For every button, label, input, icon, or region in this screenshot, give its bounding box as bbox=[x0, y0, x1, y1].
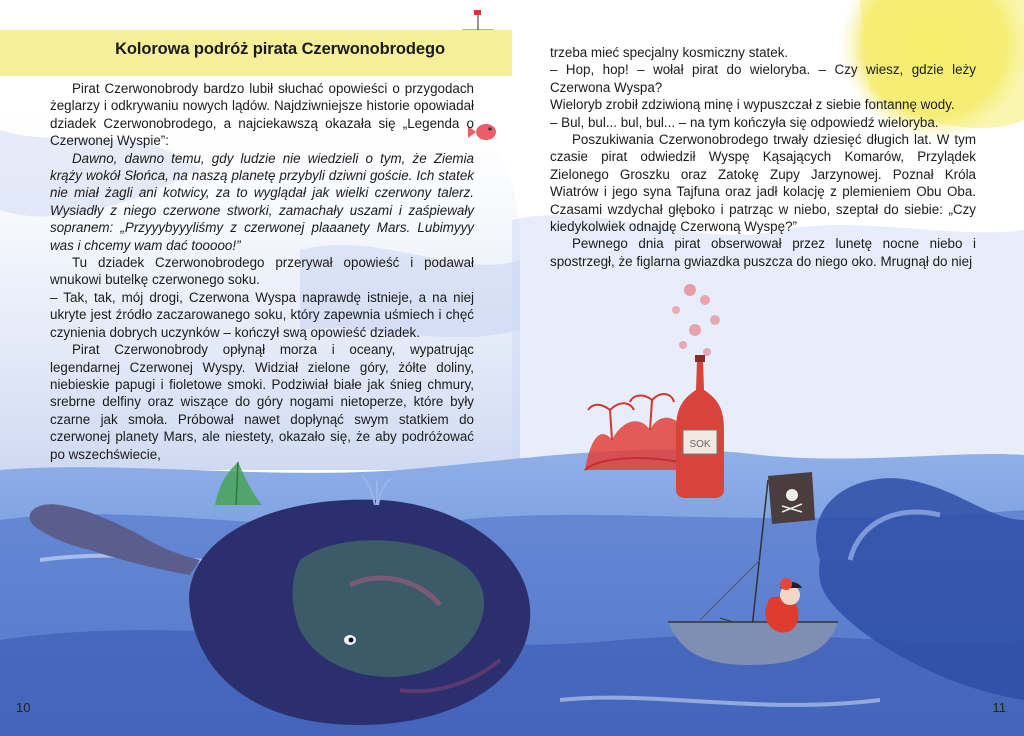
paragraph-legend: Dawno, dawno temu, gdy ludzie nie wiedzieli o tym, że Ziemia krąży wokół Słońca, na naszą planetę przybyli dziwni goście. Ich statek nie miał żagli ani kotwicy, za to wyglądał jak wielki czerwony talerz. Wysiadły z niego czerwone stworki, zamachały uszami i zaśpiewały sopranem: „Przyyybyyyliśmy z czerwonej plaaanety Mars. Lubimyyy was i chcemy wam dać tooooo!” bbox=[50, 150, 474, 253]
paragraph: Pewnego dnia pirat obserwował przez lunetę nocne niebo i spostrzegł, że figlarna gwiazdka puszcza do niego oko. Mrugnął do niej bbox=[550, 236, 976, 269]
bottle-label: SOK bbox=[689, 439, 711, 450]
left-text-column bbox=[50, 80, 474, 463]
right-text-column bbox=[550, 44, 976, 270]
page-title: Kolorowa podróż pirata Czerwonobrodego bbox=[115, 40, 445, 58]
paragraph: Tu dziadek Czerwonobrodego przerywał opowieść i podawał wnukowi butelkę czerwonego soku. bbox=[50, 255, 474, 288]
paragraph: Wieloryb zrobił zdziwioną minę i wypuszczał z siebie fontannę wody. bbox=[550, 97, 955, 113]
paragraph: Poszukiwania Czerwonobrodego trwały dziesięć długich lat. W tym czasie pirat odwiedził Wyspę Kąsających Komarów, Przylądek Zielonego Groszku oraz Zatokę Zupy Jarzynowej. Poznał Króla Wiatrów i jego syna Tajfuna oraz jadł kolację z plemieniem Obu Oba. Czasami wzdychał głęboko i patrząc w niebo, szeptał do siebie: „Czy kiedykolwiek odnajdę Czerwoną Wyspę?” bbox=[550, 132, 976, 235]
paragraph: – Tak, tak, mój drogi, Czerwona Wyspa naprawdę istnieje, a na niej ukryte jest źródło zaczarowanego soku, który zapewnia uśmiech i chęć czynienia dobrych uczynków – kończył swą opowieść dziadek. bbox=[50, 289, 474, 340]
page-number-left: 10 bbox=[16, 700, 31, 715]
paragraph: trzeba mieć specjalny kosmiczny statek. bbox=[550, 45, 789, 60]
page-number-right: 11 bbox=[992, 700, 1006, 715]
paragraph: – Bul, bul... bul, bul... – na tym kończyła się odpowiedź wieloryba. bbox=[550, 114, 939, 130]
paragraph: Pirat Czerwonobrody opłynął morza i oceany, wypatrując legendarnej Czerwonej Wyspy. Widział zielone góry, żółte doliny, niebieskie papugi i fioletowe smoki. Podziwiał białe jak śnieg chmury, srebrne delfiny oraz wiszące do góry nogami nietoperze, które były czarne jak smoła. Próbował nawet dopłynąć swym statkiem do czerwonej planety Mars, ale niestety, okazało się, że aby podróżować po wszechświecie, bbox=[50, 342, 474, 462]
paragraph: Pirat Czerwonobrody bardzo lubił słuchać opowieści o przygodach żeglarzy i odkrywaniu nowych lądów. Najdziwniejsze historie opowiadał dziadek Czerwonobrodego, a najciekawszą okazała się „Legenda o Czerwonej Wyspie”: bbox=[50, 81, 474, 149]
paragraph: – Hop, hop! – wołał pirat do wieloryba. – Czy wiesz, gdzie leży Czerwona Wyspa? bbox=[550, 62, 976, 95]
